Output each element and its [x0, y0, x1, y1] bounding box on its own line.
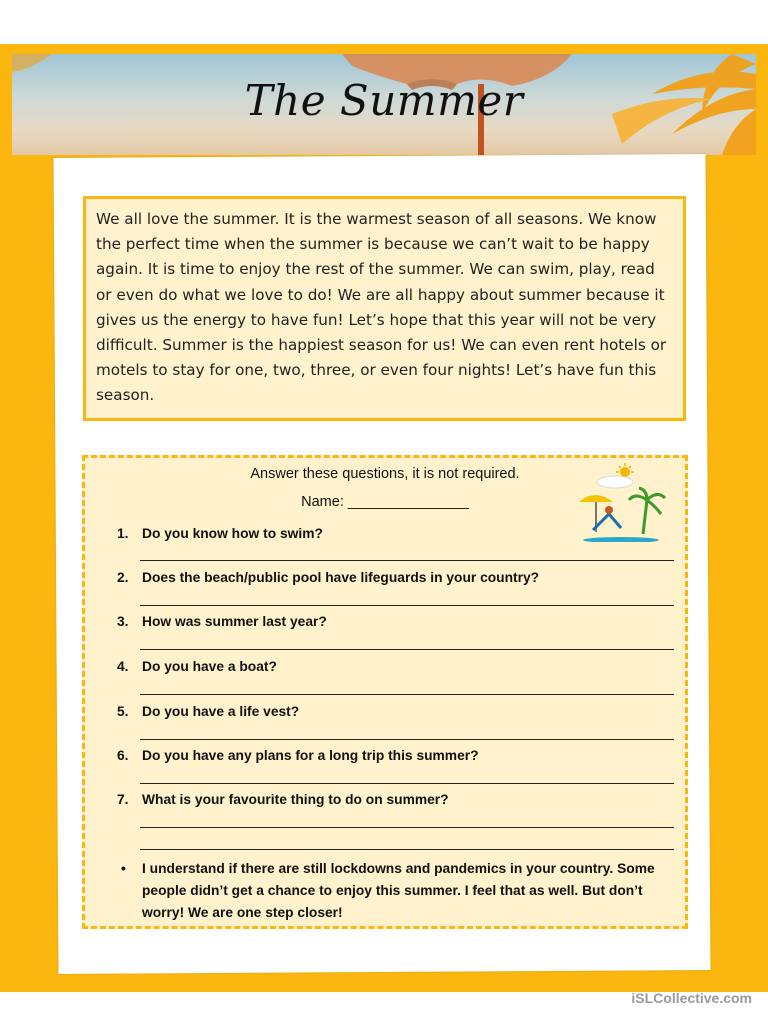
- question-number: 7.: [117, 792, 129, 807]
- reading-passage: We all love the summer. It is the warmest season of all seasons. We know the perfect time when the summer is because we can’t wait to be happy again. It is time to enjoy the rest of the summer. We can swim, play, read or even do what we love to do! We are all happy about summer because it gives us the energy to have fun! Let’s hope that this year will not be very difficult. Summer is the happiest season for us! We can even rent hotels or motels to stay for one, two, three, or even four nights! Let’s have fun this season.: [83, 196, 686, 421]
- question-4: [117, 659, 277, 674]
- answer-line-2[interactable]: [140, 605, 674, 606]
- question-number: 6.: [117, 748, 129, 763]
- sun-icon: [616, 463, 634, 477]
- question-text: Do you have any plans for a long trip this summer?: [142, 748, 479, 763]
- question-number: 5.: [117, 704, 129, 719]
- question-text: Do you know how to swim?: [142, 526, 323, 541]
- answer-line-7b[interactable]: [140, 849, 674, 850]
- question-7: [117, 792, 449, 807]
- question-text: Does the beach/public pool have lifeguards in your country?: [142, 570, 540, 585]
- answer-line-5[interactable]: [140, 739, 674, 740]
- question-5: [117, 704, 299, 719]
- answer-line-1[interactable]: [140, 560, 674, 561]
- questions-box: [82, 455, 688, 929]
- question-text: What is your favourite thing to do on summer?: [142, 792, 449, 807]
- closing-note-text: I understand if there are still lockdowns and pandemics in your country. Some people didn’t get a chance to enjoy this summer. I feel that as well. But don’t worry! We are one step closer!: [142, 861, 655, 920]
- bullet: •: [121, 861, 126, 876]
- question-1: [117, 526, 323, 541]
- question-6: [117, 748, 479, 763]
- question-number: 2.: [117, 570, 129, 585]
- question-text: How was summer last year?: [142, 614, 327, 629]
- page-title: The Summer: [244, 76, 524, 125]
- question-number: 3.: [117, 614, 129, 629]
- question-2: [117, 570, 539, 585]
- answer-line-3[interactable]: [140, 649, 674, 650]
- question-3: [117, 614, 327, 629]
- questions-intro: Answer these questions, it is not required.: [250, 466, 520, 482]
- title-banner: [12, 54, 756, 155]
- question-number: 1.: [117, 526, 129, 541]
- question-number: 4.: [117, 659, 129, 674]
- name-field[interactable]: Name: _______________: [301, 494, 469, 510]
- answer-line-4[interactable]: [140, 694, 674, 695]
- answer-line-7a[interactable]: [140, 827, 674, 828]
- beach-chair-icon: [573, 462, 673, 542]
- answer-line-6[interactable]: [140, 783, 674, 784]
- question-text: Do you have a boat?: [142, 659, 277, 674]
- question-text: Do you have a life vest?: [142, 704, 300, 719]
- footer-watermark: iSLCollective.com: [631, 990, 752, 1006]
